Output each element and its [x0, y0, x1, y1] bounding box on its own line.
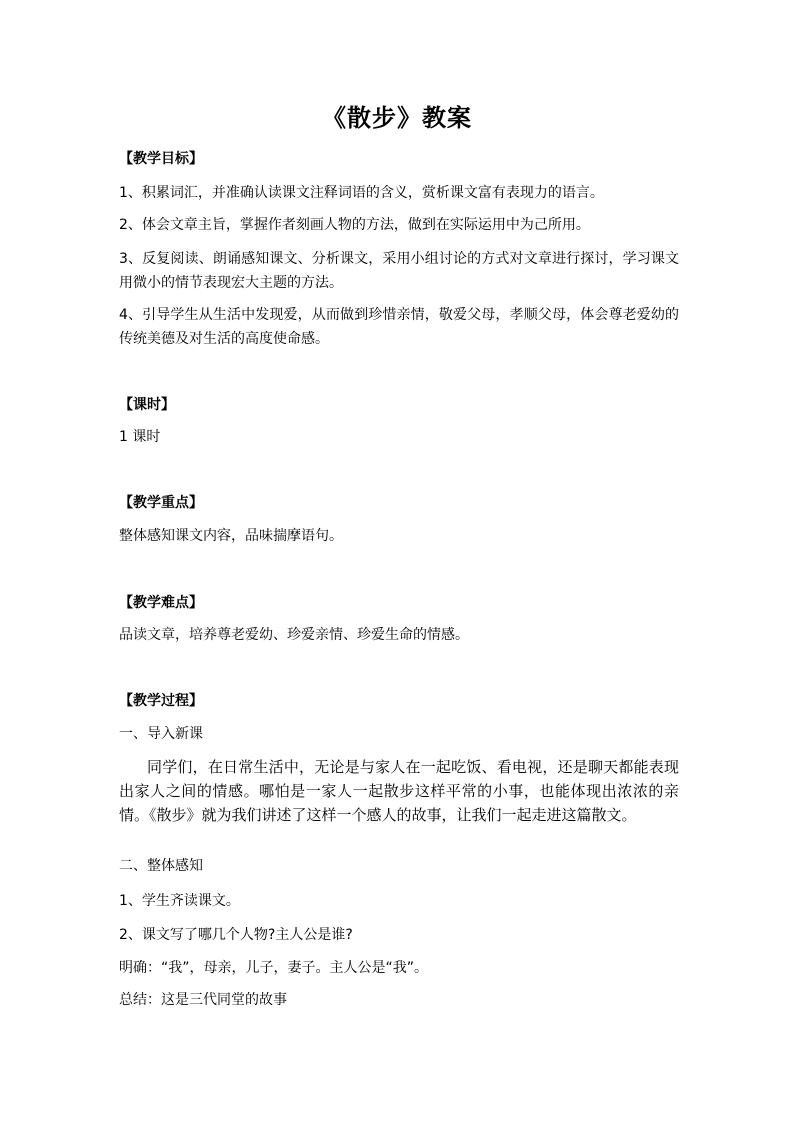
key-points-text: 整体感知课文内容，品味揣摩语句。: [119, 528, 343, 544]
process-answer: 明确：“我”，母亲，儿子，妻子。主人公是“我”。: [119, 960, 429, 976]
process-summary: 总结：这是三代同堂的故事: [119, 992, 287, 1008]
objective-item-4: 4、引导学生从生活中发现爱，从而做到珍惜亲情，敬爱父母，孝顺父母，体会尊老爱幼的传统美德及对生活的高度使命感。: [119, 307, 679, 347]
class-hours-text: 1 课时: [119, 429, 161, 445]
process-step1-title: 一、导入新课: [119, 726, 203, 742]
objective-item-3: 3、反复阅读、朗诵感知课文、分析课文，采用小组讨论的方式对文章进行探讨，学习课文用微小的情节表现宏大主题的方法。: [119, 251, 679, 291]
difficulties-text: 品读文章，培养尊老爱幼、珍爱亲情、珍爱生命的情感。: [119, 627, 469, 643]
process-heading: 【教学过程】: [119, 693, 203, 709]
process-step2-title: 二、整体感知: [119, 858, 203, 874]
process-step2-item-1: 1、学生齐读课文。: [119, 893, 240, 909]
process-step2-item-2: 2、课文写了哪几个人物?主人公是谁?: [119, 927, 353, 943]
process-step1-text: 同学们，在日常生活中，无论是与家人在一起吃饭、看电视，还是聊天都能表现出家人之间的情感。哪怕是一家人一起散步这样平常的小事，也能体现出浓浓的亲情。《散步》就为我们讲述了这样一个感人的故事，让我们一起走进这篇散文。: [119, 758, 679, 824]
objective-item-1: 1、积累词汇，并准确认读课文注释词语的含义，赏析课文富有表现力的语言。: [119, 185, 604, 201]
difficulties-heading: 【教学难点】: [119, 595, 203, 611]
class-hours-heading: 【课时】: [119, 397, 175, 413]
page-title: 《散步》教案: [322, 104, 472, 132]
objective-item-2: 2、体会文章主旨，掌握作者刻画人物的方法，做到在实际运用中为己所用。: [119, 217, 590, 233]
objectives-heading: 【教学目标】: [119, 151, 203, 167]
key-points-heading: 【教学重点】: [119, 495, 203, 511]
